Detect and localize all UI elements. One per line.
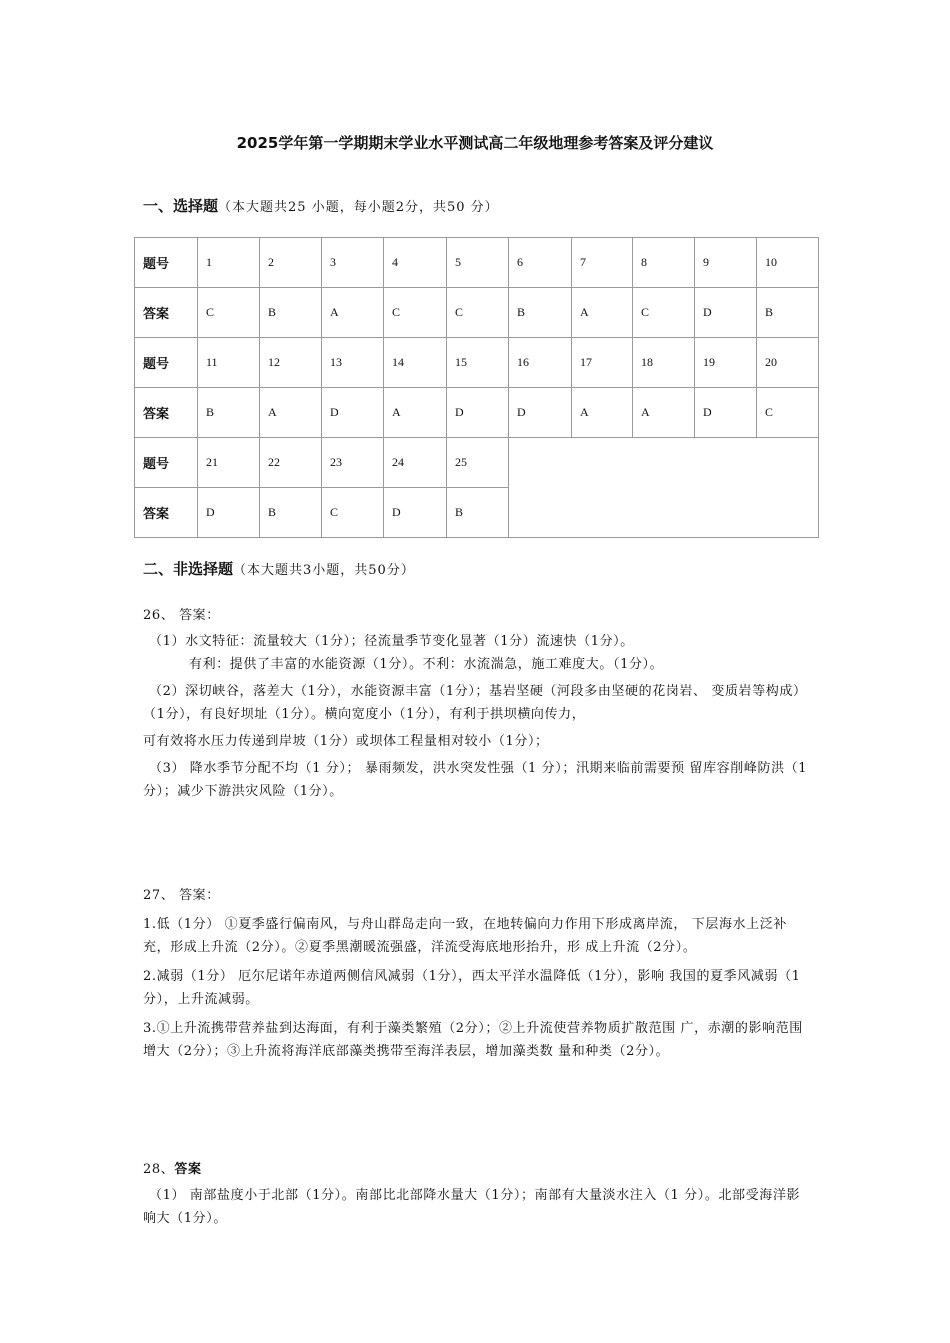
table-row-answers-1 xyxy=(135,288,819,338)
question-number: 8 xyxy=(633,238,695,288)
answer-cell: C xyxy=(447,288,509,338)
answer-line: 可有效将水压力传递到岸坡（1分）或坝体工程量相对较小（1分）； xyxy=(143,734,549,749)
answer-line: 1.低（1分） ①夏季盛行偏南风，与舟山群岛走向一致，在地转偏向力作用下形成离岸流， 下层海水上泛补充，形成上升流（2分）。②夏季黑潮暖流强盛，洋流受海底地形抬升，形 成上升流（2分）。 xyxy=(143,917,787,955)
question-number: 2 xyxy=(260,238,322,288)
question-28-label xyxy=(143,1158,811,1181)
question-28-answer-word: 答案 xyxy=(174,1162,202,1177)
answer-cell: B xyxy=(447,488,509,538)
question-27-answer xyxy=(143,884,811,1063)
question-number: 3 xyxy=(322,238,384,288)
question-number: 11 xyxy=(198,338,260,388)
answer-cell: B xyxy=(509,288,572,338)
question-26-answer xyxy=(143,604,811,803)
question-number: 23 xyxy=(322,438,384,488)
answer-cell: C xyxy=(757,388,819,438)
row-label-number: 题号 xyxy=(135,438,198,488)
section-two-heading xyxy=(143,558,415,579)
section-one-note: （本大题共25 小题，每小题2分，共50 分） xyxy=(218,200,499,215)
question-number: 9 xyxy=(695,238,757,288)
question-number: 10 xyxy=(757,238,819,288)
answer-cell: A xyxy=(572,288,633,338)
question-number: 20 xyxy=(757,338,819,388)
question-number: 1 xyxy=(198,238,260,288)
table-row-answers-2 xyxy=(135,388,819,438)
answer-line: （2）深切峡谷，落差大（1分），水能资源丰富（1分）；基岩坚硬（河段多由坚硬的花岗岩、 变质岩等构成）（1分），有良好坝址（1分）。横向宽度小（1分），有利于拱坝横向传力， xyxy=(143,684,807,722)
answer-cell: C xyxy=(633,288,695,338)
section-one-title: 一、选择题 xyxy=(143,197,219,215)
answer-cell: A xyxy=(384,388,447,438)
section-two-title: 二、非选择题 xyxy=(143,560,234,578)
answer-cell: A xyxy=(633,388,695,438)
answer-cell: A xyxy=(572,388,633,438)
question-number: 13 xyxy=(322,338,384,388)
answer-cell: B xyxy=(260,488,322,538)
answer-cell: C xyxy=(198,288,260,338)
question-number: 15 xyxy=(447,338,509,388)
question-number: 18 xyxy=(633,338,695,388)
question-28-answer xyxy=(143,1158,811,1230)
answer-cell: D xyxy=(695,288,757,338)
answer-cell: B xyxy=(198,388,260,438)
answer-cell: D xyxy=(695,388,757,438)
answer-table xyxy=(134,237,819,538)
question-number: 4 xyxy=(384,238,447,288)
row-label-number: 题号 xyxy=(135,238,198,288)
question-28-number: 28、 xyxy=(143,1162,175,1177)
answer-line: 3.①上升流携带营养盐到达海面，有利于藻类繁殖（2分）；②上升流使营养物质扩散范围 广，赤潮的影响范围增大（2分）；③上升流将海洋底部藻类携带至海洋表层，增加藻类数 量和种类（2分）。 xyxy=(143,1021,803,1059)
question-number: 25 xyxy=(447,438,509,488)
answer-line: （3） 降水季节分配不均（1 分）； 暴雨频发，洪水突发性强（1 分）；汛期来临前需要预 留库容削峰防洪（1分）；减少下游洪灾风险（1分）。 xyxy=(143,761,808,799)
question-26-label: 26、 答案： xyxy=(143,608,220,623)
question-number: 19 xyxy=(695,338,757,388)
page-title: 2025学年第一学期期末学业水平测试高二年级地理参考答案及评分建议 xyxy=(236,134,714,152)
answer-line: 2.减弱（1分） 厄尔尼诺年赤道两侧信风减弱（1分），西太平洋水温降低（1分），影响 我国的夏季风减弱（1分），上升流减弱。 xyxy=(143,969,801,1007)
table-row-numbers-3 xyxy=(135,438,819,488)
empty-table-area xyxy=(509,438,819,538)
question-number: 6 xyxy=(509,238,572,288)
answer-cell: C xyxy=(384,288,447,338)
question-number: 14 xyxy=(384,338,447,388)
question-27-label: 27、 答案： xyxy=(143,888,220,903)
answer-cell: A xyxy=(322,288,384,338)
answer-cell: D xyxy=(384,488,447,538)
question-number: 22 xyxy=(260,438,322,488)
question-number: 5 xyxy=(447,238,509,288)
question-number: 16 xyxy=(509,338,572,388)
section-two-note: （本大题共3小题，共50分） xyxy=(233,563,415,578)
answer-cell: B xyxy=(757,288,819,338)
answer-cell: C xyxy=(322,488,384,538)
question-number: 7 xyxy=(572,238,633,288)
question-number: 24 xyxy=(384,438,447,488)
row-label-answer: 答案 xyxy=(135,388,198,438)
row-label-number: 题号 xyxy=(135,338,198,388)
question-number: 17 xyxy=(572,338,633,388)
answer-cell: D xyxy=(322,388,384,438)
answer-cell: B xyxy=(260,288,322,338)
row-label-answer: 答案 xyxy=(135,488,198,538)
answer-cell: A xyxy=(260,388,322,438)
answer-line: （1）水文特征：流量较大（1分）；径流量季节变化显著（1分）流速快（1分）。 xyxy=(149,634,634,649)
section-one-heading xyxy=(143,195,499,216)
answer-cell: D xyxy=(509,388,572,438)
question-number: 21 xyxy=(198,438,260,488)
answer-line: （1） 南部盐度小于北部（1分）。南部比北部降水量大（1分）；南部有大量淡水注入（1 分）。北部受海洋影响大（1分）。 xyxy=(143,1188,801,1226)
row-label-answer: 答案 xyxy=(135,288,198,338)
answer-cell: D xyxy=(198,488,260,538)
question-number: 12 xyxy=(260,338,322,388)
answer-cell: D xyxy=(447,388,509,438)
table-row-numbers-2 xyxy=(135,338,819,388)
table-row-numbers-1 xyxy=(135,238,819,288)
answer-line: 有利：提供了丰富的水能资源（1分）。不利：水流湍急，施工难度大。（1分）。 xyxy=(189,657,664,672)
